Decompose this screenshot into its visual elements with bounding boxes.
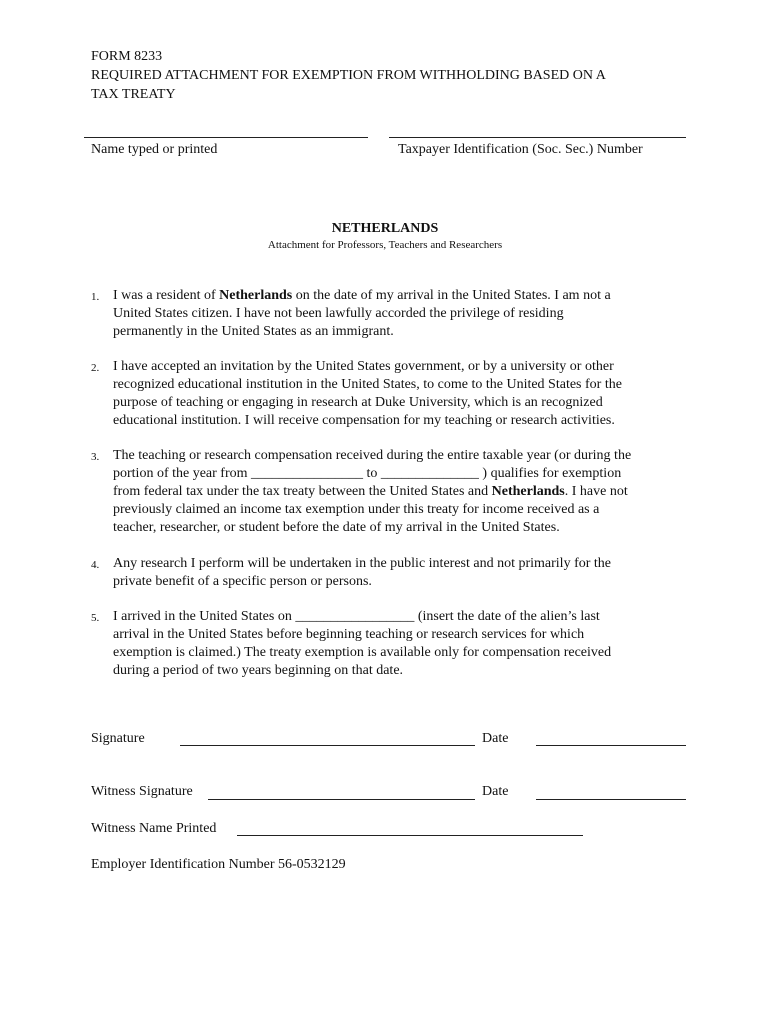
item-line: arrival in the United States before beginning teaching or research services for which <box>113 627 585 642</box>
list-item-4 <box>91 555 691 591</box>
name-field-line[interactable] <box>84 137 368 138</box>
country-name: Netherlands <box>491 484 565 499</box>
date-label: Date <box>482 731 509 746</box>
tin-field-label: Taxpayer Identification (Soc. Sec.) Number <box>398 142 643 157</box>
item-line: educational institution. I will receive compensation for my teaching or research activities. <box>113 413 615 428</box>
item-number: 5. <box>91 612 100 624</box>
form-title-continued: TAX TREATY <box>91 87 176 102</box>
name-field-label: Name typed or printed <box>91 142 218 157</box>
witness-name-field-line[interactable] <box>237 835 583 836</box>
list-item-2 <box>91 358 691 430</box>
country-name: Netherlands <box>219 288 293 303</box>
item-number: 2. <box>91 362 100 374</box>
item-line: from federal tax under the tax treaty between the United States and Netherlands. I have not <box>113 484 628 499</box>
item-line: I have accepted an invitation by the United States government, or by a university or other <box>113 359 614 374</box>
list-item-1 <box>91 287 691 341</box>
item-line: permanently in the United States as an immigrant. <box>113 324 394 339</box>
item-line: recognized educational institution in the United States, to come to the United States for the <box>113 377 622 392</box>
witness-name-label: Witness Name Printed <box>91 821 217 836</box>
item-number: 4. <box>91 559 100 571</box>
item-line: I arrived in the United States on _________________ (insert the date of the alien’s last <box>113 609 600 624</box>
country-heading: NETHERLANDS <box>331 221 439 236</box>
date-field-line[interactable] <box>536 745 686 746</box>
item-line: private benefit of a specific person or persons. <box>113 574 372 589</box>
form-title: REQUIRED ATTACHMENT FOR EXEMPTION FROM WITHHOLDING BASED ON A <box>91 68 606 83</box>
item-line: exemption is claimed.) The treaty exemption is available only for compensation received <box>113 645 612 660</box>
witness-signature-label: Witness Signature <box>91 784 193 799</box>
item-line: previously claimed an income tax exemption under this treaty for income received as a <box>113 502 600 517</box>
item-line: during a period of two years beginning on that date. <box>113 663 404 678</box>
item-line: purpose of teaching or engaging in research at Duke University, which is an recognized <box>113 395 603 410</box>
employer-id-number: Employer Identification Number 56-0532129 <box>91 857 346 872</box>
item-line: teacher, researcher, or student before the date of my arrival in the United States. <box>113 520 560 535</box>
item-number: 3. <box>91 451 100 463</box>
witness-date-label: Date <box>482 784 509 799</box>
form-number: FORM 8233 <box>91 49 163 64</box>
item-line: I was a resident of Netherlands on the date of my arrival in the United States. I am not a <box>113 288 611 303</box>
list-item-5 <box>91 608 691 680</box>
item-line: Any research I perform will be undertaken in the public interest and not primarily for the <box>113 556 611 571</box>
signature-label: Signature <box>91 731 145 746</box>
witness-signature-field-line[interactable] <box>208 799 475 800</box>
item-line: United States citizen. I have not been lawfully accorded the privilege of residing <box>113 306 564 321</box>
list-item-3 <box>91 447 691 537</box>
item-number: 1. <box>91 291 100 303</box>
tin-field-line[interactable] <box>389 137 686 138</box>
item-line: The teaching or research compensation received during the entire taxable year (or during the <box>113 448 632 463</box>
attachment-subtitle: Attachment for Professors, Teachers and Researchers <box>267 239 503 251</box>
item-line: portion of the year from ________________ to ______________ ) qualifies for exemption <box>113 466 622 481</box>
witness-date-field-line[interactable] <box>536 799 686 800</box>
signature-field-line[interactable] <box>180 745 475 746</box>
